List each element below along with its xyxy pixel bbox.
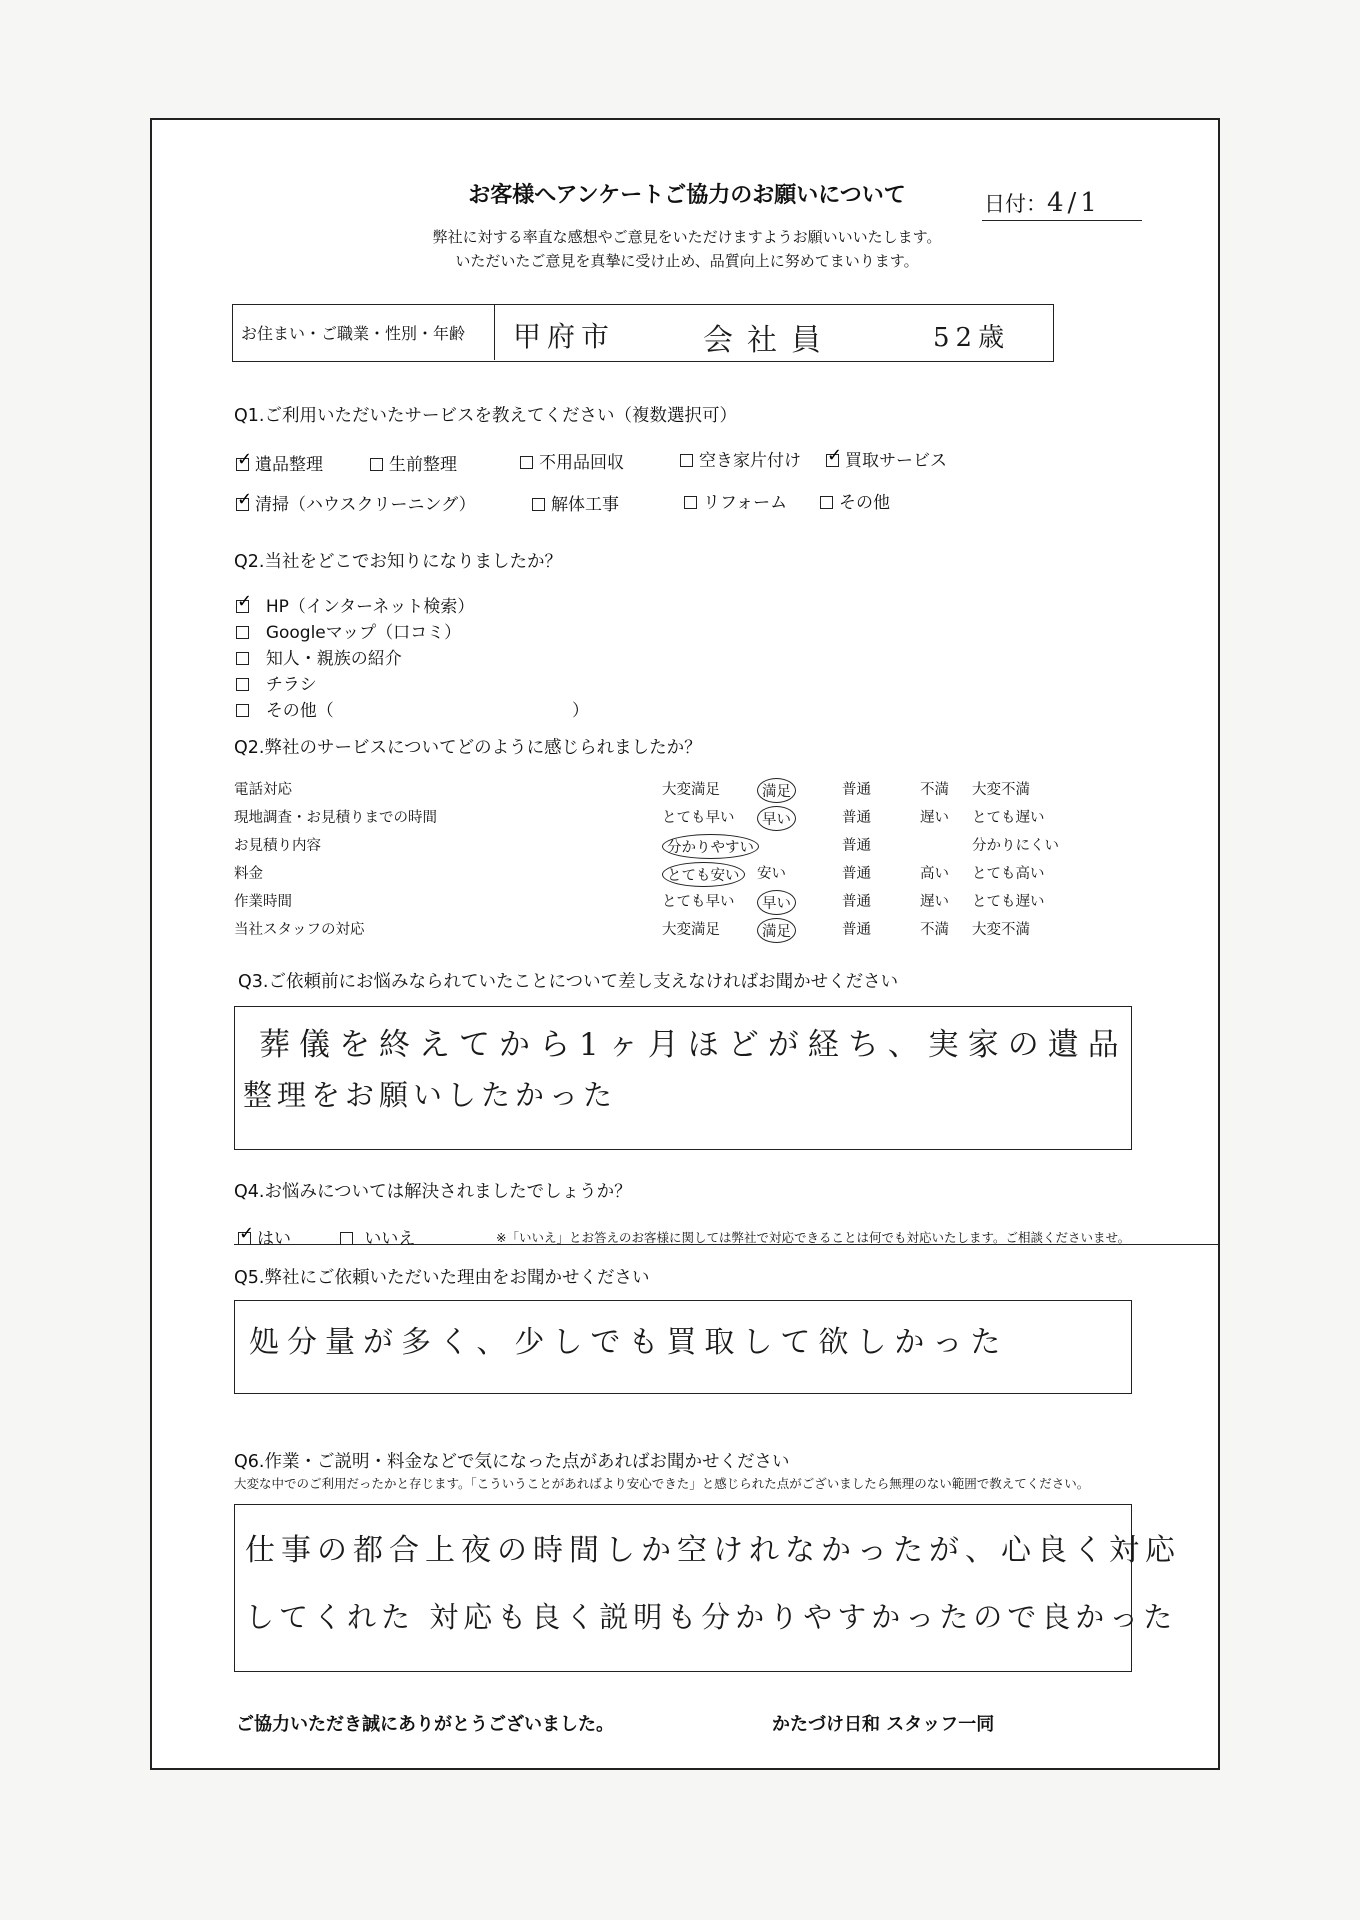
- q2-other-close: ）: [572, 701, 589, 721]
- q1-checkbox-0[interactable]: [236, 458, 249, 471]
- q1-checkbox-8[interactable]: [820, 496, 833, 509]
- q4-note: ※「いいえ」とお答えのお客様に関しては弊社で対応できることは何でも対応いたします。ご相談くださいませ。: [496, 1230, 1131, 1245]
- rating-row-4-option-2[interactable]: 早い: [757, 890, 796, 915]
- rating-row-3-option-5[interactable]: とても高い: [972, 866, 1045, 882]
- q3-answer-box[interactable]: [234, 1006, 1132, 1150]
- q6-heading: Q6.作業・ご説明・料金などで気になった点があればお聞かせください: [234, 1452, 790, 1472]
- profile-box: [232, 304, 1054, 362]
- footer-thanks: ご協力いただき誠にありがとうございました。: [236, 1714, 614, 1735]
- q1-checkbox-6[interactable]: [532, 498, 545, 511]
- q1-option-label-1: 生前整理: [389, 455, 457, 475]
- q1-option-label-4: 買取サービス: [845, 451, 947, 471]
- rating-row-3-option-1[interactable]: とても安い: [662, 862, 745, 887]
- q2-option-1[interactable]: [236, 618, 461, 643]
- q6-answer-box[interactable]: [234, 1504, 1181, 1672]
- rating-row-5-option-3[interactable]: 普通: [842, 922, 871, 938]
- footer-signature: かたづけ日和 スタッフ一同: [772, 1714, 995, 1735]
- date-underline: [982, 220, 1142, 221]
- q1-checkbox-2[interactable]: [520, 456, 533, 469]
- rating-row-label-3: 料金: [234, 866, 263, 882]
- q2-checkbox-3[interactable]: [236, 678, 249, 691]
- rating-row-0-option-1[interactable]: 大変満足: [662, 782, 720, 798]
- q3-answer-line-2: 整理をお願いしたかった: [243, 1078, 618, 1112]
- rating-row-0-option-2[interactable]: 満足: [757, 778, 796, 803]
- rating-row-label-1: 現地調査・お見積りまでの時間: [234, 810, 437, 826]
- date-field: [984, 188, 1101, 218]
- q2-option-label-2: 知人・親族の紹介: [265, 649, 402, 669]
- q2-checkbox-0[interactable]: [236, 600, 249, 613]
- q6-answer-line-2: してくれた 対応も良く説明も分かりやすかったので良かった: [245, 1600, 1178, 1634]
- date-label: 日付：: [984, 192, 1047, 216]
- profile-label: お住まい・ご職業・性別・年齢: [241, 324, 466, 343]
- q4-yes-label: はい: [257, 1229, 291, 1249]
- q1-checkbox-1[interactable]: [370, 458, 383, 471]
- intro-line-1: 弊社に対する率直な感想やご意見をいただけますようお願いいいたします。: [432, 228, 942, 246]
- q2-option-label-1: Googleマップ（口コミ）: [265, 623, 462, 643]
- rating-row-4-option-1[interactable]: とても早い: [662, 894, 735, 910]
- q1-option-1[interactable]: [370, 450, 457, 475]
- q1-option-label-5: 清掃（ハウスクリーニング）: [255, 495, 476, 515]
- q2-checkbox-4[interactable]: [236, 704, 249, 717]
- profile-age: 52歳: [933, 323, 1011, 353]
- rating-row-0-option-3[interactable]: 普通: [842, 782, 871, 798]
- q1-option-label-2: 不用品回収: [539, 453, 624, 473]
- rating-row-2-option-3[interactable]: 普通: [842, 838, 871, 854]
- q1-option-8[interactable]: [820, 488, 890, 513]
- q1-option-label-7: リフォーム: [703, 493, 788, 513]
- q4-heading: Q4.お悩みについては解決されましたでしょうか？: [234, 1182, 632, 1202]
- survey-sheet: [150, 118, 1220, 1770]
- rating-row-4-option-5[interactable]: とても遅い: [972, 894, 1045, 910]
- q2b-heading: Q2.弊社のサービスについてどのように感じられましたか？: [234, 738, 702, 758]
- q1-checkbox-5[interactable]: [236, 498, 249, 511]
- rating-row-1-option-2[interactable]: 早い: [757, 806, 796, 831]
- rating-row-label-4: 作業時間: [234, 894, 292, 910]
- rating-row-label-2: お見積り内容: [234, 838, 321, 854]
- q1-option-3[interactable]: [680, 446, 801, 471]
- q1-checkbox-7[interactable]: [684, 496, 697, 509]
- q5-answer-box[interactable]: [234, 1300, 1132, 1394]
- q1-option-0[interactable]: [236, 450, 323, 475]
- profile-occupation: 会社員: [703, 323, 835, 358]
- rating-row-3-option-4[interactable]: 高い: [920, 866, 949, 882]
- q1-option-6[interactable]: [532, 490, 619, 515]
- q1-option-4[interactable]: [826, 446, 947, 471]
- rating-row-1-option-4[interactable]: 遅い: [920, 810, 949, 826]
- q2-option-label-0: HP（インターネット検索）: [265, 597, 475, 617]
- q1-checkbox-3[interactable]: [680, 454, 693, 467]
- q2-option-2[interactable]: [236, 644, 402, 669]
- q5-answer: 処分量が多く、少しでも買取して欲しかった: [249, 1325, 1009, 1360]
- profile-label-cell: [233, 305, 495, 360]
- rating-row-4-option-4[interactable]: 遅い: [920, 894, 949, 910]
- q1-option-label-3: 空き家片付け: [699, 451, 801, 471]
- rating-row-4-option-3[interactable]: 普通: [842, 894, 871, 910]
- profile-residence: 甲府市: [513, 320, 616, 353]
- q4-option-no[interactable]: [340, 1224, 415, 1249]
- q1-option-5[interactable]: [236, 490, 476, 515]
- survey-title: お客様へアンケートご協力のお願いについて: [468, 183, 906, 208]
- q4-divider: [234, 1244, 1220, 1245]
- q2-checkbox-1[interactable]: [236, 626, 249, 639]
- rating-row-5-option-5[interactable]: 大変不満: [972, 922, 1030, 938]
- q1-option-label-6: 解体工事: [551, 495, 619, 515]
- rating-row-5-option-4[interactable]: 不満: [920, 922, 949, 938]
- rating-row-label-0: 電話対応: [234, 782, 292, 798]
- q2-option-3[interactable]: [236, 670, 317, 695]
- q1-heading: Q1.ご利用いただいたサービスを教えてください（複数選択可）: [234, 406, 737, 426]
- rating-row-3-option-3[interactable]: 普通: [842, 866, 871, 882]
- q6-subtext: 大変な中でのご利用だったかと存じます。「こういうことがあればより安心できた」と感じられた点がございましたら無理のない範囲で教えてください。: [234, 1476, 1090, 1491]
- rating-row-5-option-1[interactable]: 大変満足: [662, 922, 720, 938]
- q4-no-label: いいえ: [364, 1229, 416, 1249]
- q3-heading: Q3.ご依頼前にお悩みなられていたことについて差し支えなければお聞かせください: [238, 972, 899, 992]
- rating-row-label-5: 当社スタッフの対応: [234, 922, 365, 938]
- q2-heading: Q2.当社をどこでお知りになりましたか？: [234, 552, 562, 572]
- q2-option-label-4: その他（: [265, 701, 334, 721]
- q1-checkbox-4[interactable]: [826, 454, 839, 467]
- rating-row-0-option-4[interactable]: 不満: [920, 782, 949, 798]
- q1-option-label-0: 遺品整理: [255, 455, 323, 475]
- q2-option-0[interactable]: [236, 592, 474, 617]
- rating-row-3-option-2[interactable]: 安い: [757, 866, 786, 882]
- rating-row-0-option-5[interactable]: 大変不満: [972, 782, 1030, 798]
- q2-checkbox-2[interactable]: [236, 652, 249, 665]
- q5-heading: Q5.弊社にご依頼いただいた理由をお聞かせください: [234, 1268, 650, 1288]
- rating-row-2-option-1[interactable]: 分かりやすい: [662, 834, 759, 859]
- rating-row-5-option-2[interactable]: 満足: [757, 918, 796, 943]
- q6-answer-line-1: 仕事の都合上夜の時間しか空けれなかったが、心良く対応: [245, 1533, 1181, 1568]
- rating-row-1-option-3[interactable]: 普通: [842, 810, 871, 826]
- date-value: 4/1: [1047, 188, 1101, 218]
- q1-option-2[interactable]: [520, 448, 624, 473]
- intro-line-2: いただいたご意見を真摯に受け止め、品質向上に努めてまいります。: [455, 252, 919, 270]
- q3-answer-line-1: 葬儀を終えてから1ヶ月ほどが経ち、実家の遺品: [259, 1027, 1128, 1063]
- rating-row-1-option-1[interactable]: とても早い: [662, 810, 735, 826]
- rating-row-1-option-5[interactable]: とても遅い: [972, 810, 1045, 826]
- q2-option-4[interactable]: [236, 696, 334, 721]
- rating-row-2-option-5[interactable]: 分かりにくい: [972, 838, 1059, 854]
- q4-option-yes[interactable]: [238, 1224, 291, 1249]
- q1-option-7[interactable]: [684, 488, 787, 513]
- q1-option-label-8: その他: [839, 493, 890, 513]
- q2-option-label-3: チラシ: [265, 675, 317, 695]
